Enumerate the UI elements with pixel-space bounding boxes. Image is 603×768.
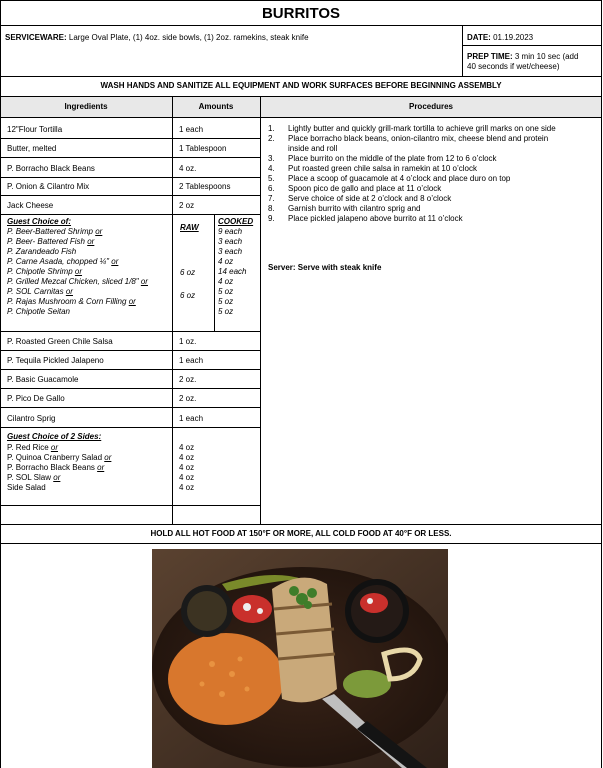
amounts-header: Amounts bbox=[198, 102, 234, 111]
divider bbox=[0, 76, 602, 77]
ingredient-row: P. Roasted Green Chile Salsa bbox=[7, 337, 113, 346]
prep-time bbox=[467, 52, 578, 72]
divider bbox=[0, 214, 260, 215]
date bbox=[467, 33, 533, 43]
date-label: DATE: bbox=[467, 33, 491, 42]
procedure-step: 5. Place a scoop of guacamole at 4 o’clock and place duro on top bbox=[268, 174, 511, 183]
date-value: 01.19.2023 bbox=[490, 33, 534, 42]
amount: 1 each bbox=[179, 356, 204, 365]
prep-time-value: 3 min 10 sec (add bbox=[512, 52, 579, 61]
protein-list bbox=[7, 227, 148, 317]
amount: 1 oz. bbox=[179, 337, 197, 346]
cooked-amount: 5 oz bbox=[218, 307, 234, 316]
cooked-amount: 4 oz bbox=[218, 257, 234, 266]
procedure-step: 2. Place borracho black beans, onion-cilantro mix, cheese blend and protein inside and roll bbox=[268, 134, 549, 153]
procedure-step: 6. Spoon pico de gallo and place at 11 o’clock bbox=[268, 184, 442, 193]
cooked-amount: 5 oz bbox=[218, 287, 234, 296]
side-amounts bbox=[179, 443, 194, 493]
divider bbox=[0, 117, 602, 118]
procedures-header: Procedures bbox=[408, 102, 454, 111]
page-title: BURRITOS bbox=[0, 0, 602, 26]
protein-option: P. Beer-Battered Shrimp or bbox=[7, 227, 103, 236]
side-amount: 4 oz bbox=[179, 483, 195, 492]
cooked-amount: 14 each bbox=[218, 267, 247, 276]
divider bbox=[260, 97, 261, 524]
ingredient-row: P. Onion & Cilantro Mix bbox=[7, 182, 90, 191]
wash-notice: WASH HANDS AND SANITIZE ALL EQUIPMENT AND WORK SURFACES BEFORE BEGINNING ASSEMBLY bbox=[100, 81, 502, 90]
divider bbox=[0, 369, 260, 370]
divider bbox=[0, 177, 260, 178]
procedure-step: 8. Garnish burrito with cilantro sprig and bbox=[268, 204, 421, 213]
amount: 2 Tablespoons bbox=[179, 182, 231, 191]
side-amount: 4 oz bbox=[179, 443, 195, 452]
raw-amount: 6 oz bbox=[180, 268, 196, 277]
ingredients-header: Ingredients bbox=[64, 102, 108, 111]
amount: 1 Tablespoon bbox=[179, 144, 227, 153]
divider bbox=[0, 350, 260, 351]
amount: 2 oz. bbox=[179, 394, 197, 403]
protein-option: P. Zarandeado Fish bbox=[7, 247, 77, 256]
amount: 2 oz. bbox=[179, 375, 197, 384]
divider bbox=[0, 407, 260, 408]
amount: 1 each bbox=[179, 125, 204, 134]
divider bbox=[0, 505, 260, 506]
side-option: Side Salad bbox=[7, 483, 46, 492]
amount: 2 oz bbox=[179, 201, 195, 210]
divider bbox=[462, 26, 463, 76]
ingredient-row: P. Tequila Pickled Jalapeno bbox=[7, 356, 104, 365]
procedure-step: 9. Place pickled jalapeno above burrito at 11 o’clock bbox=[268, 214, 463, 223]
divider bbox=[0, 543, 602, 544]
protein-option: P. Rajas Mushroom & Corn Filling or bbox=[7, 297, 136, 306]
ingredient-row: P. Borracho Black Beans bbox=[7, 164, 95, 173]
cooked-label: COOKED bbox=[218, 217, 254, 226]
server-note: Server: Serve with steak knife bbox=[268, 263, 382, 272]
protein-option: P. Chipotle Shrimp or bbox=[7, 267, 83, 276]
side-option: P. Quinoa Cranberry Salad or bbox=[7, 453, 112, 462]
divider bbox=[462, 45, 602, 46]
amount: 4 oz. bbox=[179, 164, 197, 173]
protein-option: P. SOL Carnitas or bbox=[7, 287, 73, 296]
ingredient-row: P. Pico De Gallo bbox=[7, 394, 65, 403]
side-option: P. Red Rice or bbox=[7, 443, 58, 452]
side-amount: 4 oz bbox=[179, 453, 195, 462]
side-option: P. Borracho Black Beans or bbox=[7, 463, 105, 472]
sides-list bbox=[7, 443, 111, 493]
divider bbox=[214, 214, 215, 331]
side-amount: 4 oz bbox=[179, 463, 195, 472]
procedure-list bbox=[268, 124, 598, 224]
divider bbox=[0, 524, 602, 525]
divider bbox=[0, 157, 260, 158]
prep-time-label: PREP TIME: bbox=[467, 52, 513, 61]
cooked-amount: 3 each bbox=[218, 247, 243, 256]
protein-option: P. Beer- Battered Fish or bbox=[7, 237, 95, 246]
serviceware bbox=[5, 33, 309, 43]
amount: 1 each bbox=[179, 414, 204, 423]
protein-option: P. Chipotle Seitan bbox=[7, 307, 71, 316]
sides-title: Guest Choice of 2 Sides: bbox=[7, 432, 102, 441]
ingredient-row: Cilantro Sprig bbox=[7, 414, 56, 423]
divider bbox=[0, 427, 260, 428]
side-amount: 4 oz bbox=[179, 473, 195, 482]
raw-label: RAW bbox=[180, 223, 199, 232]
prep-time-value-2: 40 seconds if wet/cheese) bbox=[467, 62, 560, 71]
ingredient-row: P. Basic Guacamole bbox=[7, 375, 79, 384]
cooked-amounts bbox=[218, 227, 246, 317]
cooked-amount: 3 each bbox=[218, 237, 243, 246]
divider bbox=[0, 388, 260, 389]
divider bbox=[0, 331, 260, 332]
serviceware-label: SERVICEWARE: bbox=[5, 33, 67, 42]
procedure-step: 4. Put roasted green chile salsa in ramekin at 10 o’clock bbox=[268, 164, 477, 173]
divider bbox=[172, 97, 173, 524]
divider bbox=[0, 138, 260, 139]
cooked-amount: 5 oz bbox=[218, 297, 234, 306]
ingredient-row: Butter, melted bbox=[7, 144, 57, 153]
divider bbox=[0, 195, 260, 196]
frame-right bbox=[601, 26, 602, 768]
procedure-step: 1. Lightly butter and quickly grill-mark tortilla to achieve grill marks on one side bbox=[268, 124, 556, 133]
raw-amount: 6 oz bbox=[180, 291, 196, 300]
serviceware-value: Large Oval Plate, (1) 4oz. side bowls, (1) 2oz. ramekins, steak knife bbox=[66, 33, 309, 42]
side-option: P. SOL Slaw or bbox=[7, 473, 61, 482]
protein-option: P. Carne Asada, chopped ¼" or bbox=[7, 257, 119, 266]
hold-notice: HOLD ALL HOT FOOD AT 150°F OR MORE, ALL COLD FOOD AT 40°F OR LESS. bbox=[150, 529, 452, 538]
plated-burrito-photo bbox=[152, 549, 448, 768]
ingredient-row: 12"Flour Tortilla bbox=[7, 125, 63, 134]
cooked-amount: 4 oz bbox=[218, 277, 234, 286]
procedure-step: 7. Serve choice of side at 2 o’clock and 8 o’clock bbox=[268, 194, 452, 203]
guest-choice-title: Guest Choice of: bbox=[7, 217, 72, 226]
procedure-step: 3. Place burrito on the middle of the plate from 12 to 6 o’clock bbox=[268, 154, 497, 163]
protein-option: P. Grilled Mezcal Chicken, sliced 1/8" or bbox=[7, 277, 148, 286]
cooked-amount: 9 each bbox=[218, 227, 243, 236]
ingredient-row: Jack Cheese bbox=[7, 201, 54, 210]
